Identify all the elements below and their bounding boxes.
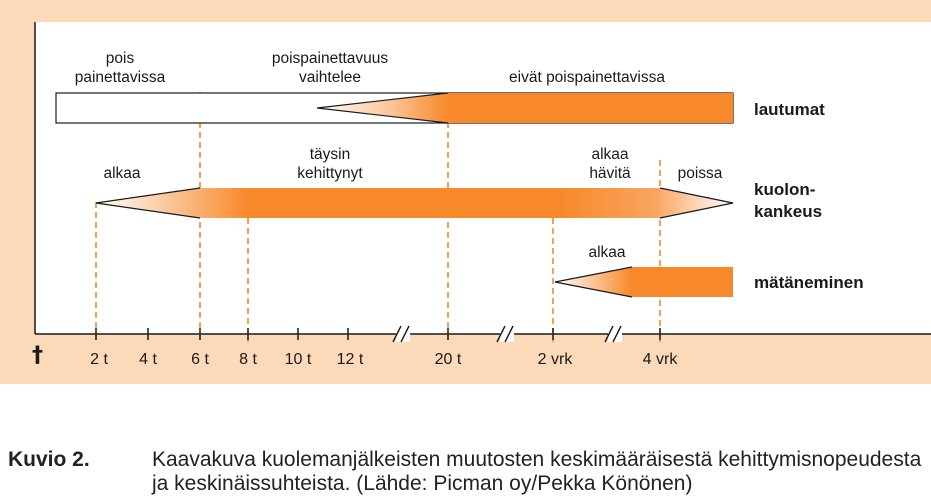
row-name-mataneminen: mätäneminen (754, 273, 864, 292)
lautumat-phase-3: eivät poispainettavissa (509, 69, 665, 86)
kuolonkankeus-phase-2-line2: kehittynyt (297, 165, 363, 182)
lautumat-phase-1-line2: painettavissa (74, 69, 166, 86)
kuolonkankeus-phase-2-line1: täysin (309, 146, 351, 163)
kuolonkankeus-phase-1: alkaa (103, 165, 141, 182)
tick-label: 6 t (191, 351, 209, 368)
lautumat-phase-1-line1: pois (105, 50, 135, 67)
lautumat-phase-2-line2: vaihtelee (298, 69, 362, 86)
mataneminen-full (631, 267, 733, 297)
axis-tick-labels (90, 351, 678, 368)
tick-label: 2 vrk (537, 351, 573, 368)
kuolonkankeus-phase-3-line1: alkaa (591, 146, 629, 163)
mataneminen-phase-1: alkaa (588, 244, 626, 261)
lautumat-phase-2-line1: poispainettavuus (271, 50, 389, 67)
tick-label: 20 t (434, 351, 462, 368)
tick-label: 12 t (336, 351, 364, 368)
kuolonkankeus-phase-4: poissa (677, 165, 723, 182)
row-name-lautumat: lautumat (754, 100, 825, 119)
bar-kuolonkankeus (96, 188, 733, 218)
tick-label: 2 t (90, 351, 108, 368)
caption-label: Kuvio 2. (8, 448, 90, 471)
kuolonkankeus-full (247, 188, 561, 218)
caption-text: Kaavakuva kuolemanjälkeisten muutosten keskimääräisestä kehittymisnopeudesta ja keskinäissuhteista. (Lähde: Picman oy/Pekka Könönen) (152, 448, 922, 495)
tick-label: 10 t (284, 351, 312, 368)
tick-label: 4 t (139, 351, 157, 368)
bar-lautumat (56, 93, 733, 123)
death-cross: † (32, 343, 43, 368)
row-name-kuolonkankeus-line2: kankeus (754, 202, 823, 221)
row-name-kuolonkankeus-line1: kuolon- (754, 180, 816, 199)
lautumat-full (448, 93, 733, 123)
tick-label: 8 t (239, 351, 257, 368)
tick-label: 4 vrk (642, 351, 678, 368)
kuolonkankeus-phase-3-line2: hävitä (589, 165, 631, 182)
